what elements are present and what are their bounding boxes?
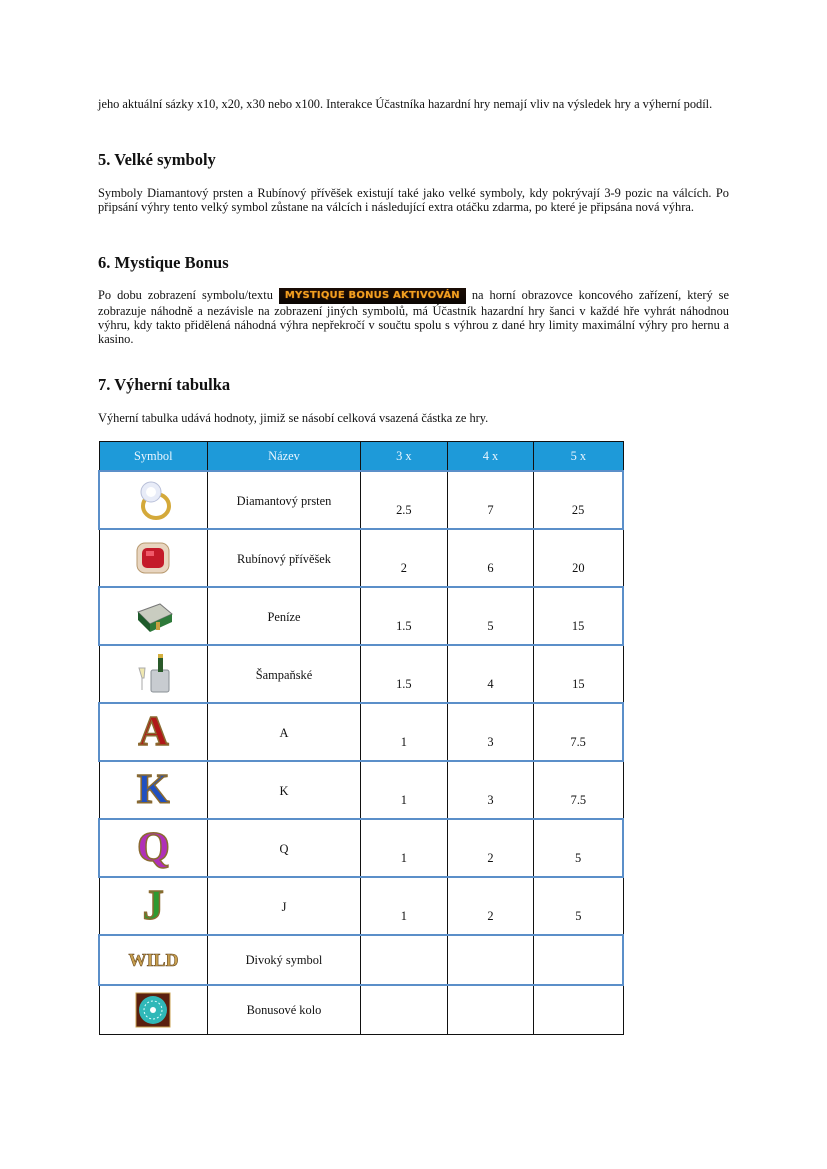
- paytable-row: [99, 819, 623, 877]
- bonus-wheel-icon: [133, 1002, 173, 1016]
- payout-4x: 6: [447, 529, 534, 587]
- payout-5x: [534, 935, 623, 985]
- payout-4x: 3: [447, 703, 534, 761]
- section-6-text-after: na horní obrazovce koncového zařízení, který se zobrazuje náhodně a nezávisle na zobrazení jiných symbolů, má Účastník hazardní hry šanci v každé hře vyhrát náhodnou výhru, kdy takto přidělená náhodná výhra nepřekročí v součtu spolu s výhrou z dané hry limity maximální výhry pro hernu a kasino.: [98, 288, 729, 346]
- paytable-row: [99, 985, 623, 1035]
- col-symbol: Symbol: [99, 442, 208, 472]
- payout-5x: 25: [534, 471, 623, 529]
- section-6-heading: 6. Mystique Bonus: [98, 253, 229, 272]
- symbol-cell: [99, 819, 208, 877]
- payout-3x: 2: [361, 529, 448, 587]
- payout-5x: 5: [534, 877, 623, 935]
- letter-k-icon: K: [136, 767, 170, 813]
- payout-4x: 7: [447, 471, 534, 529]
- payout-5x: [534, 985, 623, 1035]
- money-icon: [134, 608, 174, 622]
- section-6-paragraph: [98, 288, 729, 346]
- symbol-name: Rubínový přívěšek: [208, 529, 361, 587]
- symbol-name: Šampaňské: [208, 645, 361, 703]
- payout-3x: [361, 985, 448, 1035]
- payout-3x: 2.5: [361, 471, 448, 529]
- symbol-cell: [99, 935, 208, 985]
- payout-5x: 15: [534, 645, 623, 703]
- paytable-header-row: [99, 442, 623, 472]
- paytable-row: [99, 645, 623, 703]
- document-page: [98, 97, 729, 1017]
- paytable-row: [99, 587, 623, 645]
- payout-3x: 1.5: [361, 587, 448, 645]
- symbol-name: Q: [208, 819, 361, 877]
- section-5-heading: 5. Velké symboly: [98, 150, 216, 169]
- payout-3x: 1: [361, 761, 448, 819]
- payout-4x: 2: [447, 877, 534, 935]
- col-3x: 3 x: [361, 442, 448, 472]
- symbol-cell: [99, 985, 208, 1035]
- section-7-paragraph: Výherní tabulka udává hodnoty, jimiž se násobí celková vsazená částka ze hry.: [98, 411, 489, 425]
- payout-3x: 1.5: [361, 645, 448, 703]
- section-7-heading: 7. Výherní tabulka: [98, 375, 231, 394]
- payout-4x: 5: [447, 587, 534, 645]
- paytable-row: [99, 529, 623, 587]
- col-5x: 5 x: [534, 442, 623, 472]
- payout-3x: 1: [361, 877, 448, 935]
- col-4x: 4 x: [447, 442, 534, 472]
- symbol-cell: [99, 471, 208, 529]
- champagne-icon: [133, 666, 173, 680]
- payout-4x: 4: [447, 645, 534, 703]
- wild-icon: WILD: [128, 950, 179, 970]
- symbol-cell: [99, 877, 208, 935]
- payout-5x: 20: [534, 529, 623, 587]
- payout-5x: 7.5: [534, 703, 623, 761]
- symbol-name: Bonusové kolo: [208, 985, 361, 1035]
- section-5-paragraph: Symboly Diamantový prsten a Rubínový přívěšek existují také jako velké symboly, kdy pokrývají 3-9 pozic na válcích. Po připsání výhry tento velký symbol zůstane na válcích i následující extra otáčku zdarma, po které je připsána nová výhra.: [98, 186, 729, 214]
- letter-j-icon: J: [142, 883, 164, 929]
- payout-4x: [447, 985, 534, 1035]
- diamond-ring-icon: [134, 492, 174, 506]
- col-name: Název: [208, 442, 361, 472]
- payout-3x: 1: [361, 819, 448, 877]
- payout-5x: 15: [534, 587, 623, 645]
- symbol-name: Diamantový prsten: [208, 471, 361, 529]
- payout-4x: [447, 935, 534, 985]
- ruby-pendant-icon: [133, 550, 173, 564]
- letter-q-icon: Q: [137, 825, 170, 871]
- symbol-cell: [99, 645, 208, 703]
- paytable-row: [99, 761, 623, 819]
- section-6-text-before: Po dobu zobrazení symbolu/textu: [98, 288, 273, 302]
- letter-a-icon: A: [138, 709, 169, 755]
- symbol-name: Peníze: [208, 587, 361, 645]
- paytable-row: [99, 471, 623, 529]
- symbol-name: K: [208, 761, 361, 819]
- symbol-cell: [99, 761, 208, 819]
- symbol-cell: [99, 587, 208, 645]
- paytable-row: [99, 935, 623, 985]
- payout-3x: 1: [361, 703, 448, 761]
- paytable: [98, 441, 624, 1035]
- payout-4x: 2: [447, 819, 534, 877]
- symbol-cell: [99, 529, 208, 587]
- payout-4x: 3: [447, 761, 534, 819]
- intro-paragraph: jeho aktuální sázky x10, x20, x30 nebo x100. Interakce Účastníka hazardní hry nemají vliv na výsledek hry a výherní podíl.: [98, 97, 713, 111]
- payout-3x: [361, 935, 448, 985]
- paytable-row: [99, 877, 623, 935]
- symbol-name: J: [208, 877, 361, 935]
- paytable-row: [99, 703, 623, 761]
- payout-5x: 5: [534, 819, 623, 877]
- symbol-name: A: [208, 703, 361, 761]
- payout-5x: 7.5: [534, 761, 623, 819]
- mystique-bonus-badge: MYSTIQUE BONUS AKTIVOVÁN: [279, 288, 466, 304]
- symbol-name: Divoký symbol: [208, 935, 361, 985]
- symbol-cell: [99, 703, 208, 761]
